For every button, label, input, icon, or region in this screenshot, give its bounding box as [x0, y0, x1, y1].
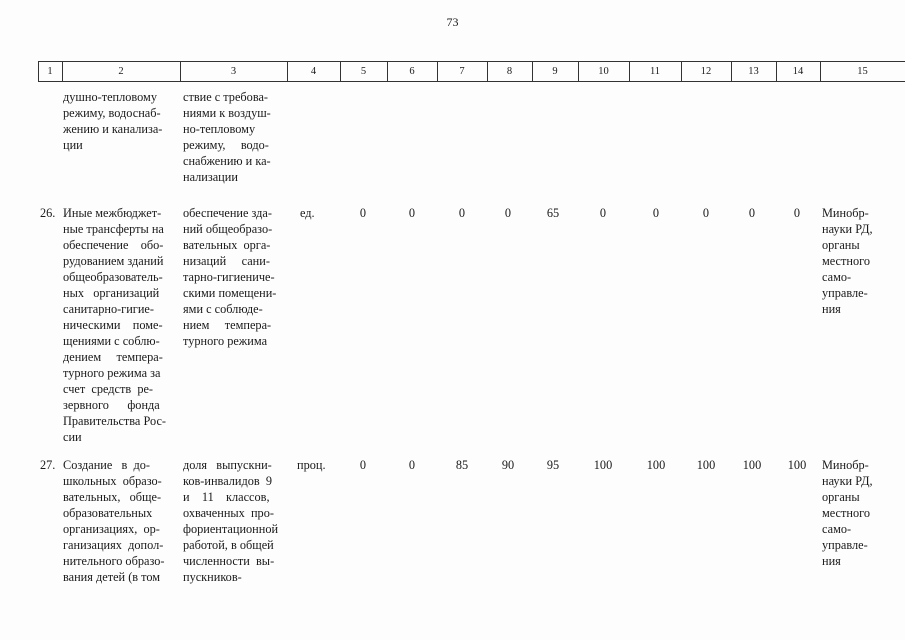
column-header-3: 3 — [230, 66, 237, 77]
value-col-6: 0 — [408, 206, 416, 220]
column-header-9: 9 — [552, 66, 558, 77]
value-col-9: 95 — [546, 458, 560, 472]
row-27-executor: Минобр- науки РД, органы местного само- управле- ния — [822, 458, 873, 568]
column-header-4: 4 — [310, 66, 317, 77]
value-col-8: 0 — [504, 206, 512, 220]
column-header-15: 15 — [857, 66, 868, 77]
column-header-13: 13 — [748, 66, 759, 77]
row-26-measure: Иные межбюджет- ные трансферты на обеспечение обо- рудованием зданий общеобразователь- ных организаций санитарно-гигие- ническими поме- щениями с соблю- дением темпера- турного режима за счет средств ре- зервного фонда Правительства Рос- сии — [63, 206, 166, 444]
value-col-11: 100 — [646, 458, 666, 472]
value-col-8: 90 — [501, 458, 515, 472]
value-col-12: 0 — [702, 206, 710, 220]
value-col-6: 0 — [408, 458, 416, 472]
header-bottom-border — [38, 81, 905, 82]
column-header-11: 11 — [649, 66, 661, 77]
row-26-executor: Минобр- науки РД, органы местного само- управле- ния — [822, 206, 873, 316]
value-col-10: 0 — [599, 206, 607, 220]
value-col-12: 100 — [696, 458, 716, 472]
column-header-14: 14 — [792, 66, 804, 77]
column-header-5: 5 — [360, 66, 367, 77]
value-col-9: 65 — [546, 206, 560, 220]
column-header-2: 2 — [118, 66, 124, 77]
header-top-border — [38, 61, 905, 62]
row-26-indicator: обеспечение зда- ний общеобразо- вательных орга- низаций сани- тарно-гигиениче- скими помещени- ями с соблюде- нием темпера- турного режима — [183, 206, 277, 348]
value-col-5: 0 — [359, 458, 367, 472]
continuation-col2: душно-тепловому режиму, водоснаб- жению и канализа- ции — [63, 90, 163, 152]
value-col-14: 0 — [793, 206, 801, 220]
column-header-10: 10 — [598, 66, 609, 77]
row-number: 26. — [40, 206, 56, 220]
value-col-10: 100 — [593, 458, 613, 472]
page-number: 73 — [446, 15, 459, 29]
column-header-7: 7 — [459, 66, 465, 77]
row-number: 27. — [40, 458, 56, 472]
column-header-8: 8 — [506, 66, 513, 77]
row-27-indicator: доля выпускни- ков-инвалидов 9 и 11 классов, охваченных про- фориентационной работой, в общей численности вы- пускников- — [183, 458, 279, 584]
value-col-14: 100 — [787, 458, 807, 472]
value-col-7: 0 — [458, 206, 466, 220]
row-26-unit: ед. — [300, 206, 315, 220]
value-col-13: 100 — [742, 458, 762, 472]
column-header-12: 12 — [700, 66, 712, 77]
row-27-measure: Создание в до- школьных образо- вательных, обще- образовательных организациях, ор- ганизациях допол- нительного образо- вания детей (в том — [63, 458, 165, 584]
column-header-6: 6 — [409, 66, 415, 77]
value-col-5: 0 — [359, 206, 367, 220]
column-header-1: 1 — [47, 66, 53, 77]
value-col-7: 85 — [455, 458, 469, 472]
value-col-11: 0 — [652, 206, 660, 220]
continuation-col3: ствие с требова- ниями к воздуш- но-тепловому режиму, водо- снабжению и ка- нализации — [183, 90, 271, 184]
value-col-13: 0 — [748, 206, 756, 220]
row-27-unit: проц. — [297, 458, 326, 472]
